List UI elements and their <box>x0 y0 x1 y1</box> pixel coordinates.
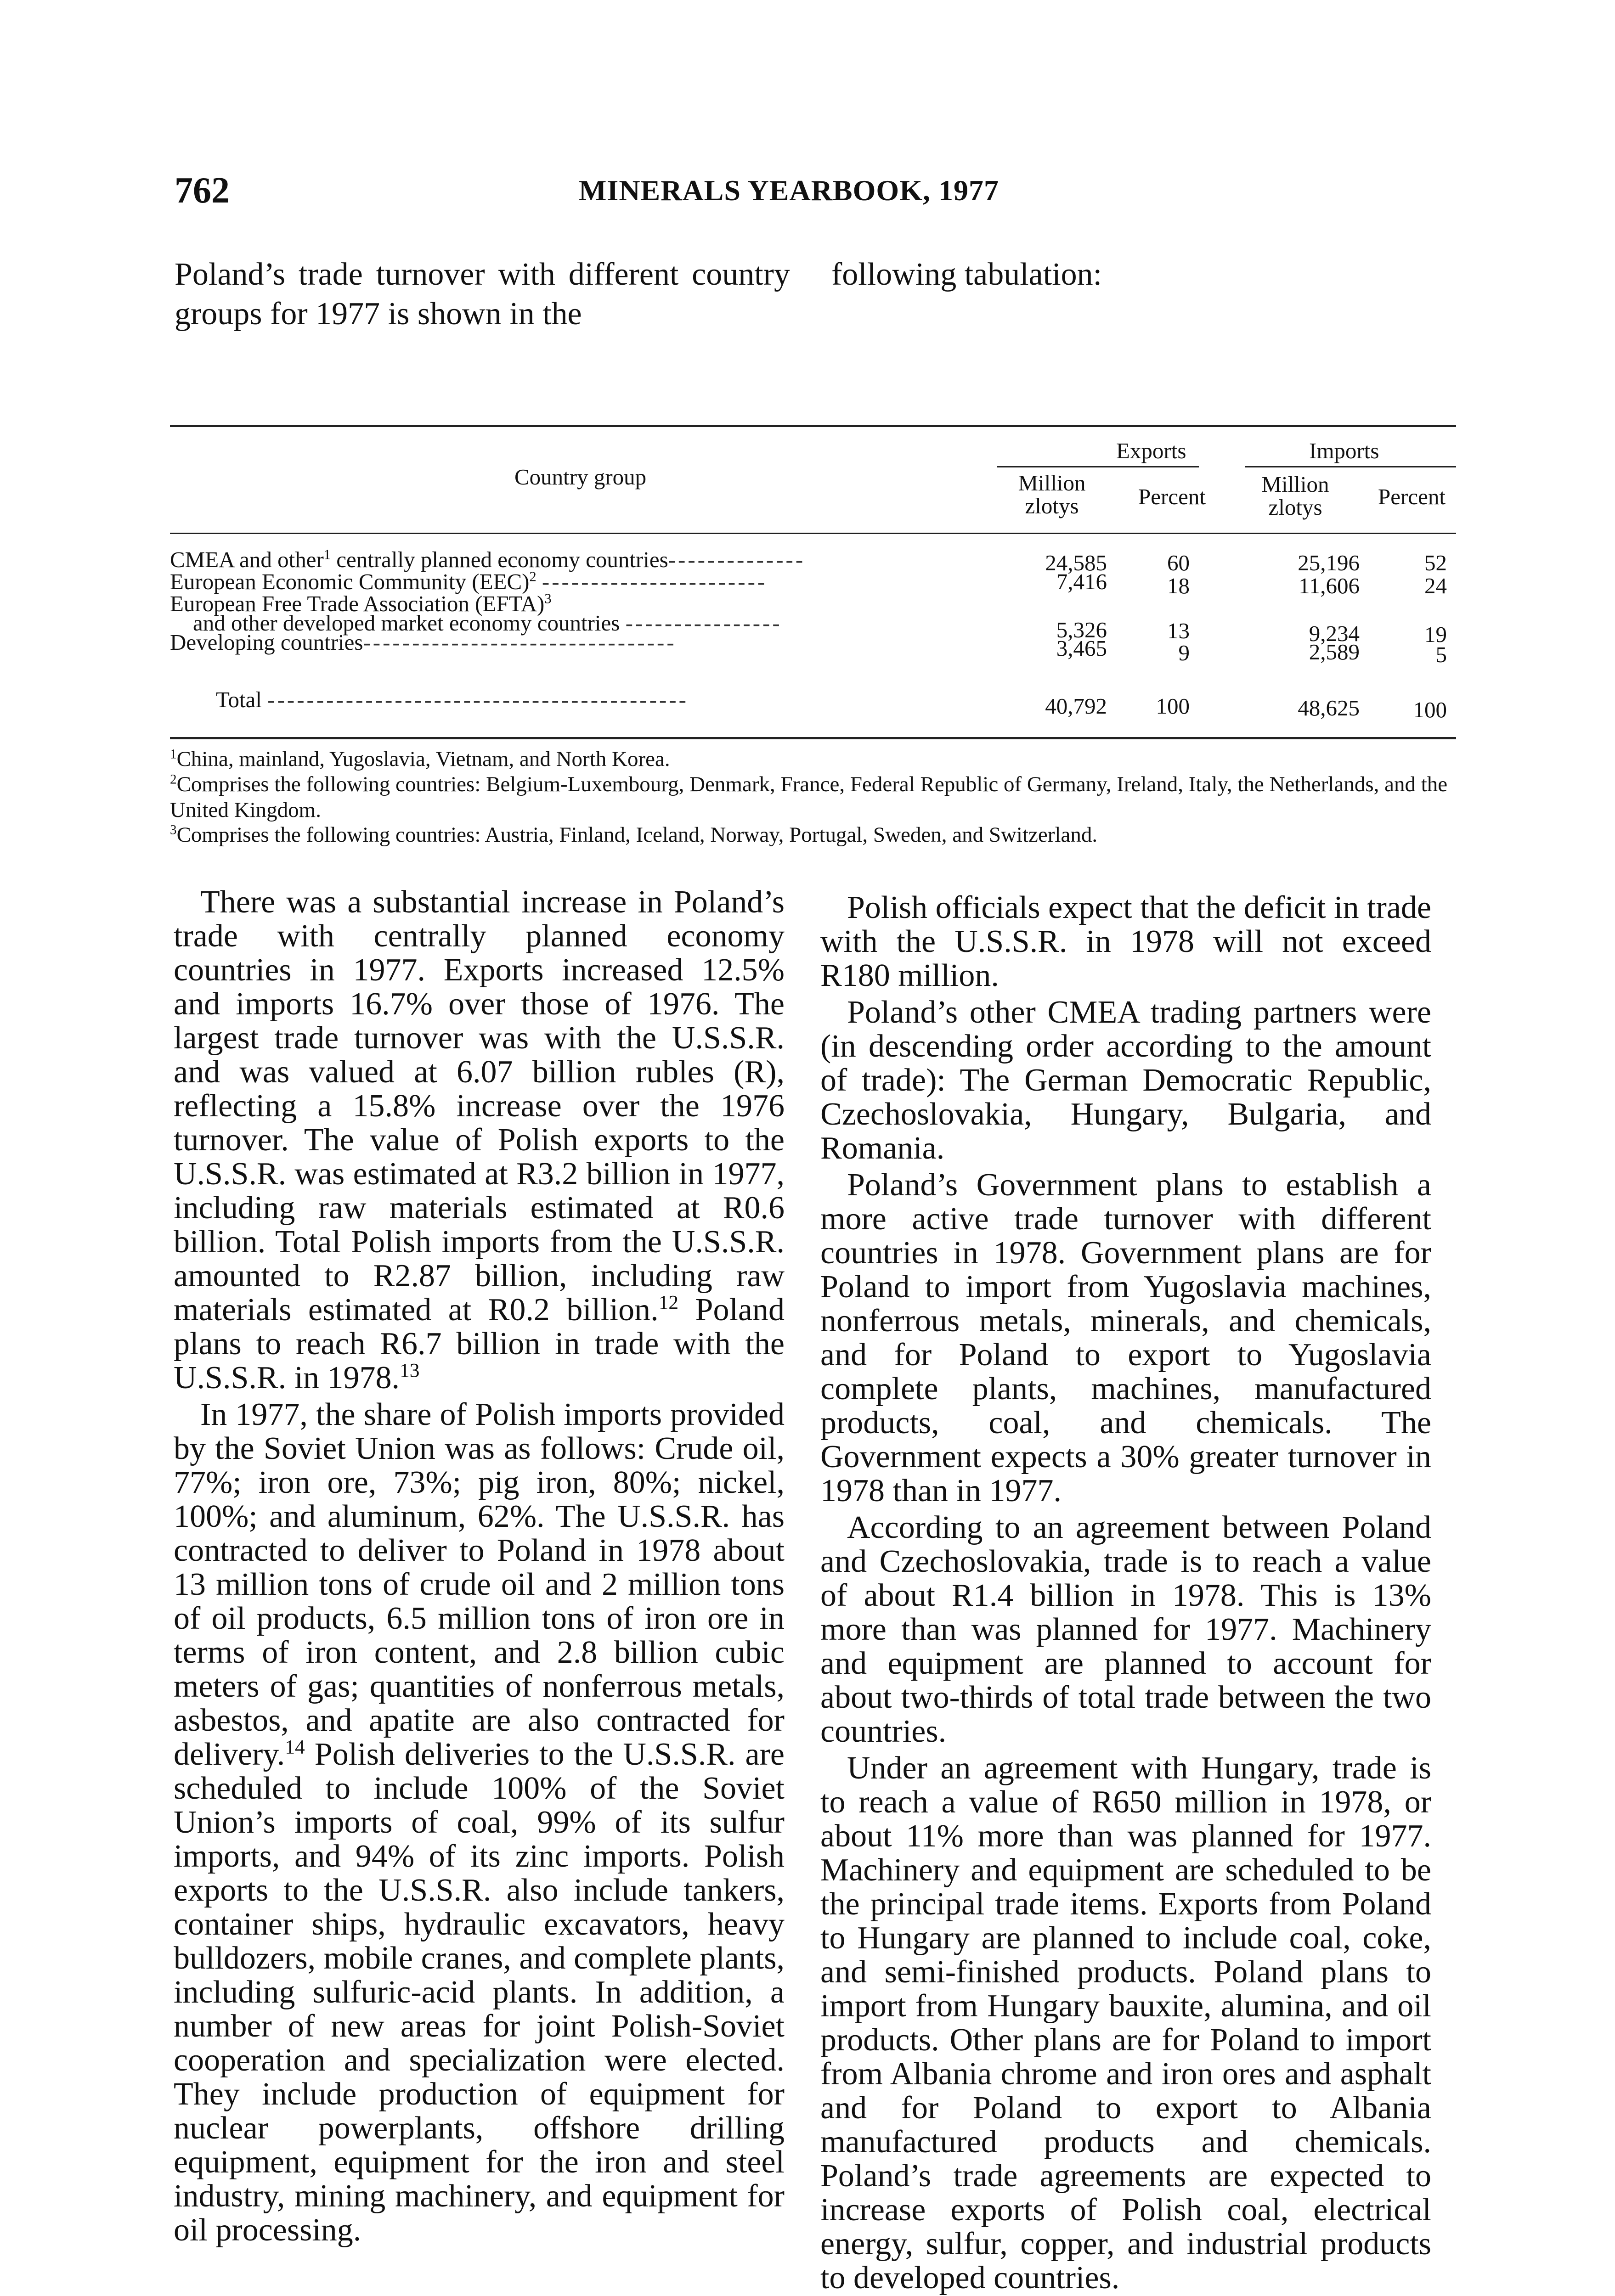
exports-million-zlotys-cell: 24,585 <box>1045 550 1107 575</box>
total-exports-million-zlotys: 40,792 <box>1045 693 1107 719</box>
table-row-label: Developing countries-------------------------------- <box>170 630 677 655</box>
table-row-label: European Economic Community (EEC)$^2$ ----------------------- <box>170 568 768 594</box>
imports-percent-cell: 19 <box>1424 622 1447 647</box>
exports-percent-cell: 13 <box>1167 618 1190 643</box>
exports-million-zlotys-cell: 3,465 <box>1056 636 1107 661</box>
table-total-label: Total ------------------------------------------- <box>216 687 689 712</box>
running-title: MINERALS YEARBOOK, 1977 <box>579 174 999 207</box>
column-header-exports: Exports <box>1116 438 1186 463</box>
exports-percent-cell: 9 <box>1178 640 1190 665</box>
page-number: 762 <box>175 170 230 211</box>
footnote: $^2$Comprises the following countries: Belgium-Luxembourg, Denmark, France, Federal Republic of Germany, Ireland, Italy, the Netherlands, and the United Kingdom. <box>170 772 1448 822</box>
paragraph: Poland’s Government plans to establish a more active trade turnover with different countries in 1978. Government plans are for Poland to import from Yugoslavia machines, nonferrous metals, minerals, and chemicals, and for Poland to export to Yugoslavia complete plants, machines, manufactured products, coal, and chemicals. The Government expects a 30% greater turnover in 1978 than in 1977. <box>820 1167 1431 1508</box>
column-header-country-group: Country group <box>514 464 647 490</box>
footnote: $^1$China, mainland, Yugoslavia, Vietnam, and North Korea. <box>170 747 670 771</box>
exports-percent-cell: 60 <box>1167 550 1190 575</box>
imports-percent-cell: 24 <box>1424 573 1447 598</box>
imports-million-zlotys-header <box>1240 473 1350 519</box>
table-bottom-rule <box>170 737 1456 739</box>
imports-million-zlotys-cell: 11,606 <box>1299 573 1360 598</box>
exports-million-zlotys-cell: 5,326 <box>1056 617 1107 642</box>
body-column-left <box>174 885 785 2247</box>
imports-subheader-rule <box>1245 466 1456 467</box>
table-row-label: European Free Trade Association (EFTA)$^3$ <box>170 591 552 616</box>
paragraph: There was a substantial increase in Poland’s trade with centrally planned economy countries in 1977. Exports increased 12.5% and imports 16.7% over those of 1976. The largest trade turnover was with the U.S.S.R. and was valued at 6.07 billion rubles (R), reflecting a 15.8% increase over the 1976 turnover. The value of Polish exports to the U.S.S.R. was estimated at R3.2 billion in 1977, including raw materials estimated at R0.6 billion. Total Polish imports from the U.S.S.R. amounted to R2.87 billion, including raw materials estimated at R0.2 billion.$^{12}$ Poland plans to reach R6.7 billion in trade with the U.S.S.R. in 1978.13 <box>174 884 785 1396</box>
paragraph: According to an agreement between Poland and Czechoslovakia, trade is to reach a value of about R1.4 billion in 1978. This is 13% more than was planned for 1977. Machinery and equipment are planned to account for about two-thirds of total trade between the two countries. <box>820 1510 1431 1749</box>
footnote: $^3$Comprises the following countries: Austria, Finland, Iceland, Norway, Portugal, Sweden, and Switzerland. <box>170 822 1098 847</box>
imports-percent-cell: 52 <box>1424 550 1447 575</box>
imports-percent-cell: 5 <box>1435 642 1447 667</box>
footnote-ref: 12 <box>658 1291 679 1314</box>
paragraph: Poland’s other CMEA trading partners were (in descending order according to the amount of trade): The German Democratic Republic, Czechoslovakia, Hungary, Bulgaria, and Romania. <box>820 995 1431 1166</box>
total-exports-percent: 100 <box>1156 693 1190 719</box>
imports-million-zlotys-cell: 25,196 <box>1298 550 1360 575</box>
body-column-right <box>820 891 1431 2295</box>
imports-million-label: Million <box>1261 472 1329 497</box>
exports-million-zlotys-cell: 7,416 <box>1056 569 1107 594</box>
imports-million-zlotys-cell: 9,234 <box>1309 621 1360 646</box>
imports-million-zlotys-cell: 2,589 <box>1309 639 1360 664</box>
exports-percent-cell: 18 <box>1167 573 1190 598</box>
column-header-imports: Imports <box>1309 438 1379 463</box>
footnote-ref: 14 <box>285 1736 305 1758</box>
table-row-label-continued: and other developed market economy countries ---------------- <box>193 610 782 636</box>
imports-percent-header: Percent <box>1378 484 1446 509</box>
table-header-rule <box>170 533 1456 534</box>
total-imports-million-zlotys: 48,625 <box>1298 695 1360 720</box>
paragraph: In 1977, the share of Polish imports provided by the Soviet Union was as follows: Crude oil, 77%; iron ore, 73%; pig iron, 80%; nickel, 100%; and aluminum, 62%. The U.S.S.R. has contracted to deliver to Poland in 1978 about 13 million tons of crude oil and 2 million tons of oil products, 6.5 million tons of iron ore in terms of iron content, and 2.8 billion cubic meters of gas; quantities of nonferrous metals, asbestos, and apatite are also contracted for delivery.$^{14}$ Polish deliveries to the U.S.S.R. are scheduled to include 100% of the Soviet Union’s imports of coal, 99% of its sulfur imports, and 94% of its zinc imports. Polish exports to the U.S.S.R. also include tankers, container ships, hydraulic excavators, heavy bulldozers, mobile cranes, and complete plants, including sulfuric-acid plants. In addition, a number of new areas for joint Polish-Soviet cooperation and specialization were elected. They include production of equipment for nuclear powerplants, offshore drilling equipment, equipment for the iron and steel industry, mining machinery, and equipment for oil processing. <box>174 1397 785 2248</box>
exports-million-zlotys-header <box>997 472 1107 518</box>
imports-zlotys-label: zlotys <box>1268 495 1322 520</box>
paragraph: Polish officials expect that the deficit in trade with the U.S.S.R. in 1978 will not exceed R180 million. <box>820 890 1431 993</box>
total-imports-percent: 100 <box>1413 697 1447 722</box>
table-top-rule <box>170 425 1456 427</box>
intro-left: Poland’s trade turnover with different country groups for 1977 is shown in the <box>175 257 790 332</box>
table-row-label: CMEA and other$^1$ centrally planned economy countries-------------- <box>170 546 806 572</box>
exports-million-label: Million <box>1018 470 1086 495</box>
exports-subheader-rule <box>997 466 1199 467</box>
intro-right: following tabulation: <box>831 257 1102 292</box>
paragraph: Under an agreement with Hungary, trade is to reach a value of R650 million in 1978, or about 11% more than was planned for 1977. Machinery and equipment are scheduled to be the principal trade items. Exports from Poland to Hungary are planned to include coal, coke, and semi-finished products. Poland plans to import from Hungary bauxite, alumina, and oil products. Other plans are for Poland to import from Albania chrome and iron ores and asphalt and for Poland to export to Albania manufactured products and chemicals. Poland’s trade agreements are expected to increase exports of Polish coal, electrical energy, sulfur, copper, and industrial products to developed countries. <box>820 1750 1431 2296</box>
exports-zlotys-label: zlotys <box>1025 493 1079 518</box>
exports-percent-header: Percent <box>1138 484 1206 509</box>
footnote-ref: 13 <box>400 1359 420 1382</box>
trade-table <box>170 425 1456 746</box>
